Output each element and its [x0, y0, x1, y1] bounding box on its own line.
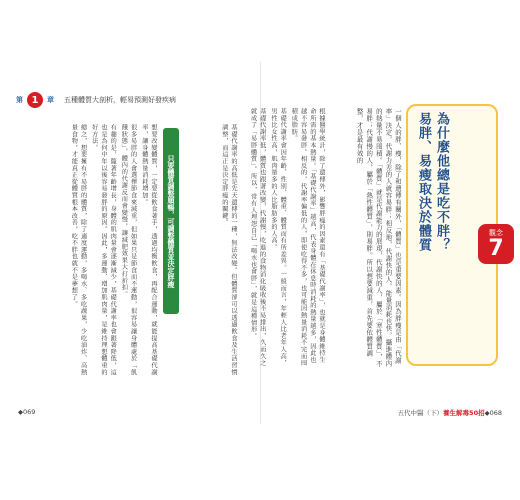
- concept-number: 7: [488, 236, 504, 261]
- chapter-suffix: 章: [47, 96, 54, 104]
- left-paragraph: 基礎代謝率的高低是先天遺傳的一種，無法改變。但體質卻可以透過飲食及生活習慣調整，而這正是決定胖瘦的關鍵。: [220, 124, 237, 376]
- intro-text: [330, 108, 402, 368]
- right-page-number: ◆068: [484, 409, 502, 417]
- left-paragraph: 有趣的是，隨著年齡增長，身體的肌肉量會逐漸減少，基礎代謝率也會跟著降低，這也是為何中年以後容易發胖的原因。因此，多運動、增加肌肉量，是維持理想體重的好方法。: [90, 124, 117, 376]
- book-series-title: 五代中醫（下）: [397, 409, 444, 417]
- section-subheading: [163, 128, 179, 314]
- chapter-number-badge: 1: [27, 92, 43, 108]
- concept-box: [406, 104, 504, 366]
- chapter-prefix: 第: [16, 96, 23, 104]
- chapter-title: 五種體質大剖析，輕易預測好發疾病: [64, 96, 176, 104]
- left-paragraph: 總之，想要擁有不易胖的體質，除了適度運動，多喝水、多吃蔬果，少吃油炸、高熱量食物，才能真正從體質根本改善，吃不胖也就不是夢想了。: [70, 124, 87, 376]
- right-body-text: [249, 108, 326, 370]
- concept-title-line1: 為什麼他總是吃不胖？: [434, 112, 449, 252]
- chapter-header: [16, 92, 176, 108]
- left-paragraph: 很多易胖的人會選擇節食來減重，但如果只是節食而不運動，很容易讓身體處於「飢餓狀態」，體內的代謝反而會變慢，讓減肥效果大打折扣。: [120, 124, 137, 376]
- left-body-text-b: [22, 124, 158, 378]
- left-page-number: ◆069: [18, 408, 36, 416]
- concept-title-line2: 易胖、易瘦取決於體質: [416, 112, 431, 252]
- right-paragraph: 基礎代謝率低，體質也跟著改變，代謝慢，吃進的食物消化吸收後不易排出，久而久之就成了「易胖體質」。所以，常有人埋怨自己「喝水也會胖」，就是這種情形。: [249, 108, 266, 367]
- concept-title: [414, 112, 450, 362]
- right-paragraph: 基礎代謝率會因年齡、性別、體重、體質而有所差異。一般而言，年輕人比老年人高，男性比女性高，肌肉量多的人比脂肪多的人高。: [269, 108, 287, 367]
- book-subtitle: 養生解毒50招: [443, 409, 485, 417]
- intro-paragraph: 一個人的胖、瘦，除了和遺傳有關外，「體質」也是重要因素。因為胖瘦是由「代謝率」決定，代謝力差的人就容易胖；相反地，代謝快的人，能量消耗也快，攝進體內的熱量不易囤積。「體質」就是代謝能力的展現，代謝快的人，屬於「寒性體質」，不易胖；代謝慢的人，屬於「熱性體質」，則易胖。所以想要減重，首先要依體質調整，才是最有效的: [355, 108, 402, 368]
- concept-badge: [478, 224, 514, 264]
- left-paragraph: 想要改變體質，一定要從飲食著手，透過均衡飲食，再配合運動，就能提高基礎代謝率，讓身體熱量消耗增加。: [140, 124, 157, 376]
- concept-label: 觀念: [489, 229, 503, 237]
- right-paragraph: 根據醫學統計，除了遺傳外，影響胖瘦的因素還有「基礎代謝率」，也就是身體維持生命所需的基本熱量。「基礎代謝率」越高，代表身體在休息時消耗的熱量越多，因此也越不容易發胖。相反的，代謝率偏低的人，即使吃得不多，也可能因熱量消耗不完而囤積成脂肪。: [290, 108, 325, 367]
- right-page-footer: [398, 408, 502, 417]
- subheading-text: 只要體質調整順暢，可調整體質並決定胖瘦: [167, 154, 175, 288]
- left-body-text-a: [186, 124, 238, 378]
